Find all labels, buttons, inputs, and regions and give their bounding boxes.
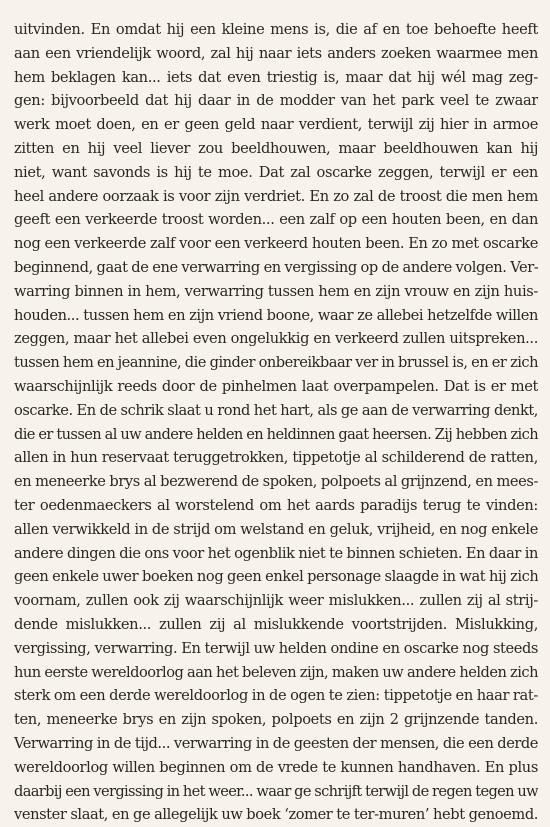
text-line-24: geen enkele uwer boeken nog geen enkel personage slaagde in wat hij zich — [14, 568, 538, 586]
text-line-33: daarbij een vergissing in het weer... waar ge schrijft terwijl de regen tegen uw — [14, 782, 538, 800]
text-line-34: venster slaat, en ge allegelijk uw boek ‘zomer te ter-muren’ hebt genoemd. — [14, 806, 538, 824]
text-line-2: aan een vriendelijk woord, zal hij naar iets anders zoeken waarmee men — [14, 44, 538, 62]
text-line-32: wereldoorlog willen beginnen om de vrede te kunnen handhaven. En plus — [14, 758, 538, 776]
text-line-27: vergissing, verwarring. En terwijl uw helden ondine en oscarke nog steeds — [14, 639, 538, 657]
text-line-25: voornam, zullen ook zij waarschijnlijk weer mislukken... zullen zij al strij- — [14, 592, 538, 610]
text-line-13: houden... tussen hem en zijn vriend boone, waar ze allebei hetzelfde willen — [14, 306, 538, 324]
text-line-14: zeggen, maar het allebei even ongelukkig en verkeerd zullen uitspreken... — [14, 330, 538, 348]
text-line-19: allen in hun reservaat teruggetrokken, tippetotje al schilderend de ratten, — [14, 449, 538, 467]
text-line-1: uitvinden. En omdat hij een kleine mens is, die af en toe behoefte heeft — [14, 21, 538, 38]
text-line-15: tussen hem en jeannine, die ginder onbereikbaar ver in brussel is, en er zich — [14, 354, 538, 372]
text-line-11: beginnend, gaat de ene verwarring en vergissing op de andere volgen. Ver- — [14, 258, 538, 276]
text-line-6: zitten en hij veel liever zou beeldhouwen, maar beeldhouwen kan hij — [14, 139, 538, 157]
text-line-3: hem beklagen kan... iets dat even triestig is, maar dat hij wél mag zeg- — [14, 68, 538, 86]
text-line-30: ten, meneerke brys en zijn spoken, polpoets en zijn 2 grijnzende tanden. — [14, 711, 538, 729]
text-line-21: ter oedenmaeckers al worstelend om het aards paradijs terug te vinden: — [14, 496, 538, 514]
text-line-31: Verwarring in de tijd... verwarring in de geesten der mensen, die een derde — [14, 734, 538, 752]
text-line-12: warring binnen in hem, verwarring tussen hem en zijn vrouw en zijn huis- — [14, 282, 538, 300]
text-line-5: werk moet doen, en er geen geld naar verdient, terwijl zij hier in armoe — [14, 116, 538, 134]
text-line-8: heel andere oorzaak is voor zijn verdriet. En zo zal de troost die men hem — [14, 187, 538, 205]
text-line-29: sterk om een derde wereldoorlog in de ogen te zien: tippetotje en haar rat- — [14, 687, 538, 705]
text-line-18: die er tussen al uw andere helden en heldinnen gaat heersen. Zij hebben zich — [14, 425, 538, 443]
text-line-28: hun eerste wereldoorlog aan het beleven zijn, maken uw andere helden zich — [14, 663, 538, 681]
text-line-22: allen verwikkeld in de strijd om welstand en geluk, vrijheid, en nog enkele — [14, 520, 538, 538]
text-line-10: nog een verkeerde zalf voor een verkeerd houten been. En zo met oscarke — [14, 235, 538, 253]
body-text — [14, 18, 538, 827]
text-line-7: niet, want savonds is hij te moe. Dat zal oscarke zeggen, terwijl er een — [14, 163, 538, 181]
text-line-4: gen: bijvoorbeeld dat hij daar in de modder van het park veel te zwaar — [14, 92, 538, 110]
text-line-17: oscarke. En de schrik slaat u rond het hart, als ge aan de verwarring denkt, — [14, 401, 538, 419]
text-line-26: dende mislukken... zullen zij al mislukkende voortstrijden. Mislukking, — [14, 615, 538, 633]
text-line-20: en meneerke brys al bezwerend de spoken, polpoets al grijnzend, en mees- — [14, 473, 538, 491]
text-line-23: andere dingen die ons voor het ogenblik niet te binnen schieten. En daar in — [14, 544, 538, 562]
text-line-9: geeft een verkeerde troost worden... een zalf op een houten been, en dan — [14, 211, 538, 229]
text-line-16: waarschijnlijk reeds door de pinhelmen laat overpampelen. Dat is er met — [14, 377, 538, 395]
